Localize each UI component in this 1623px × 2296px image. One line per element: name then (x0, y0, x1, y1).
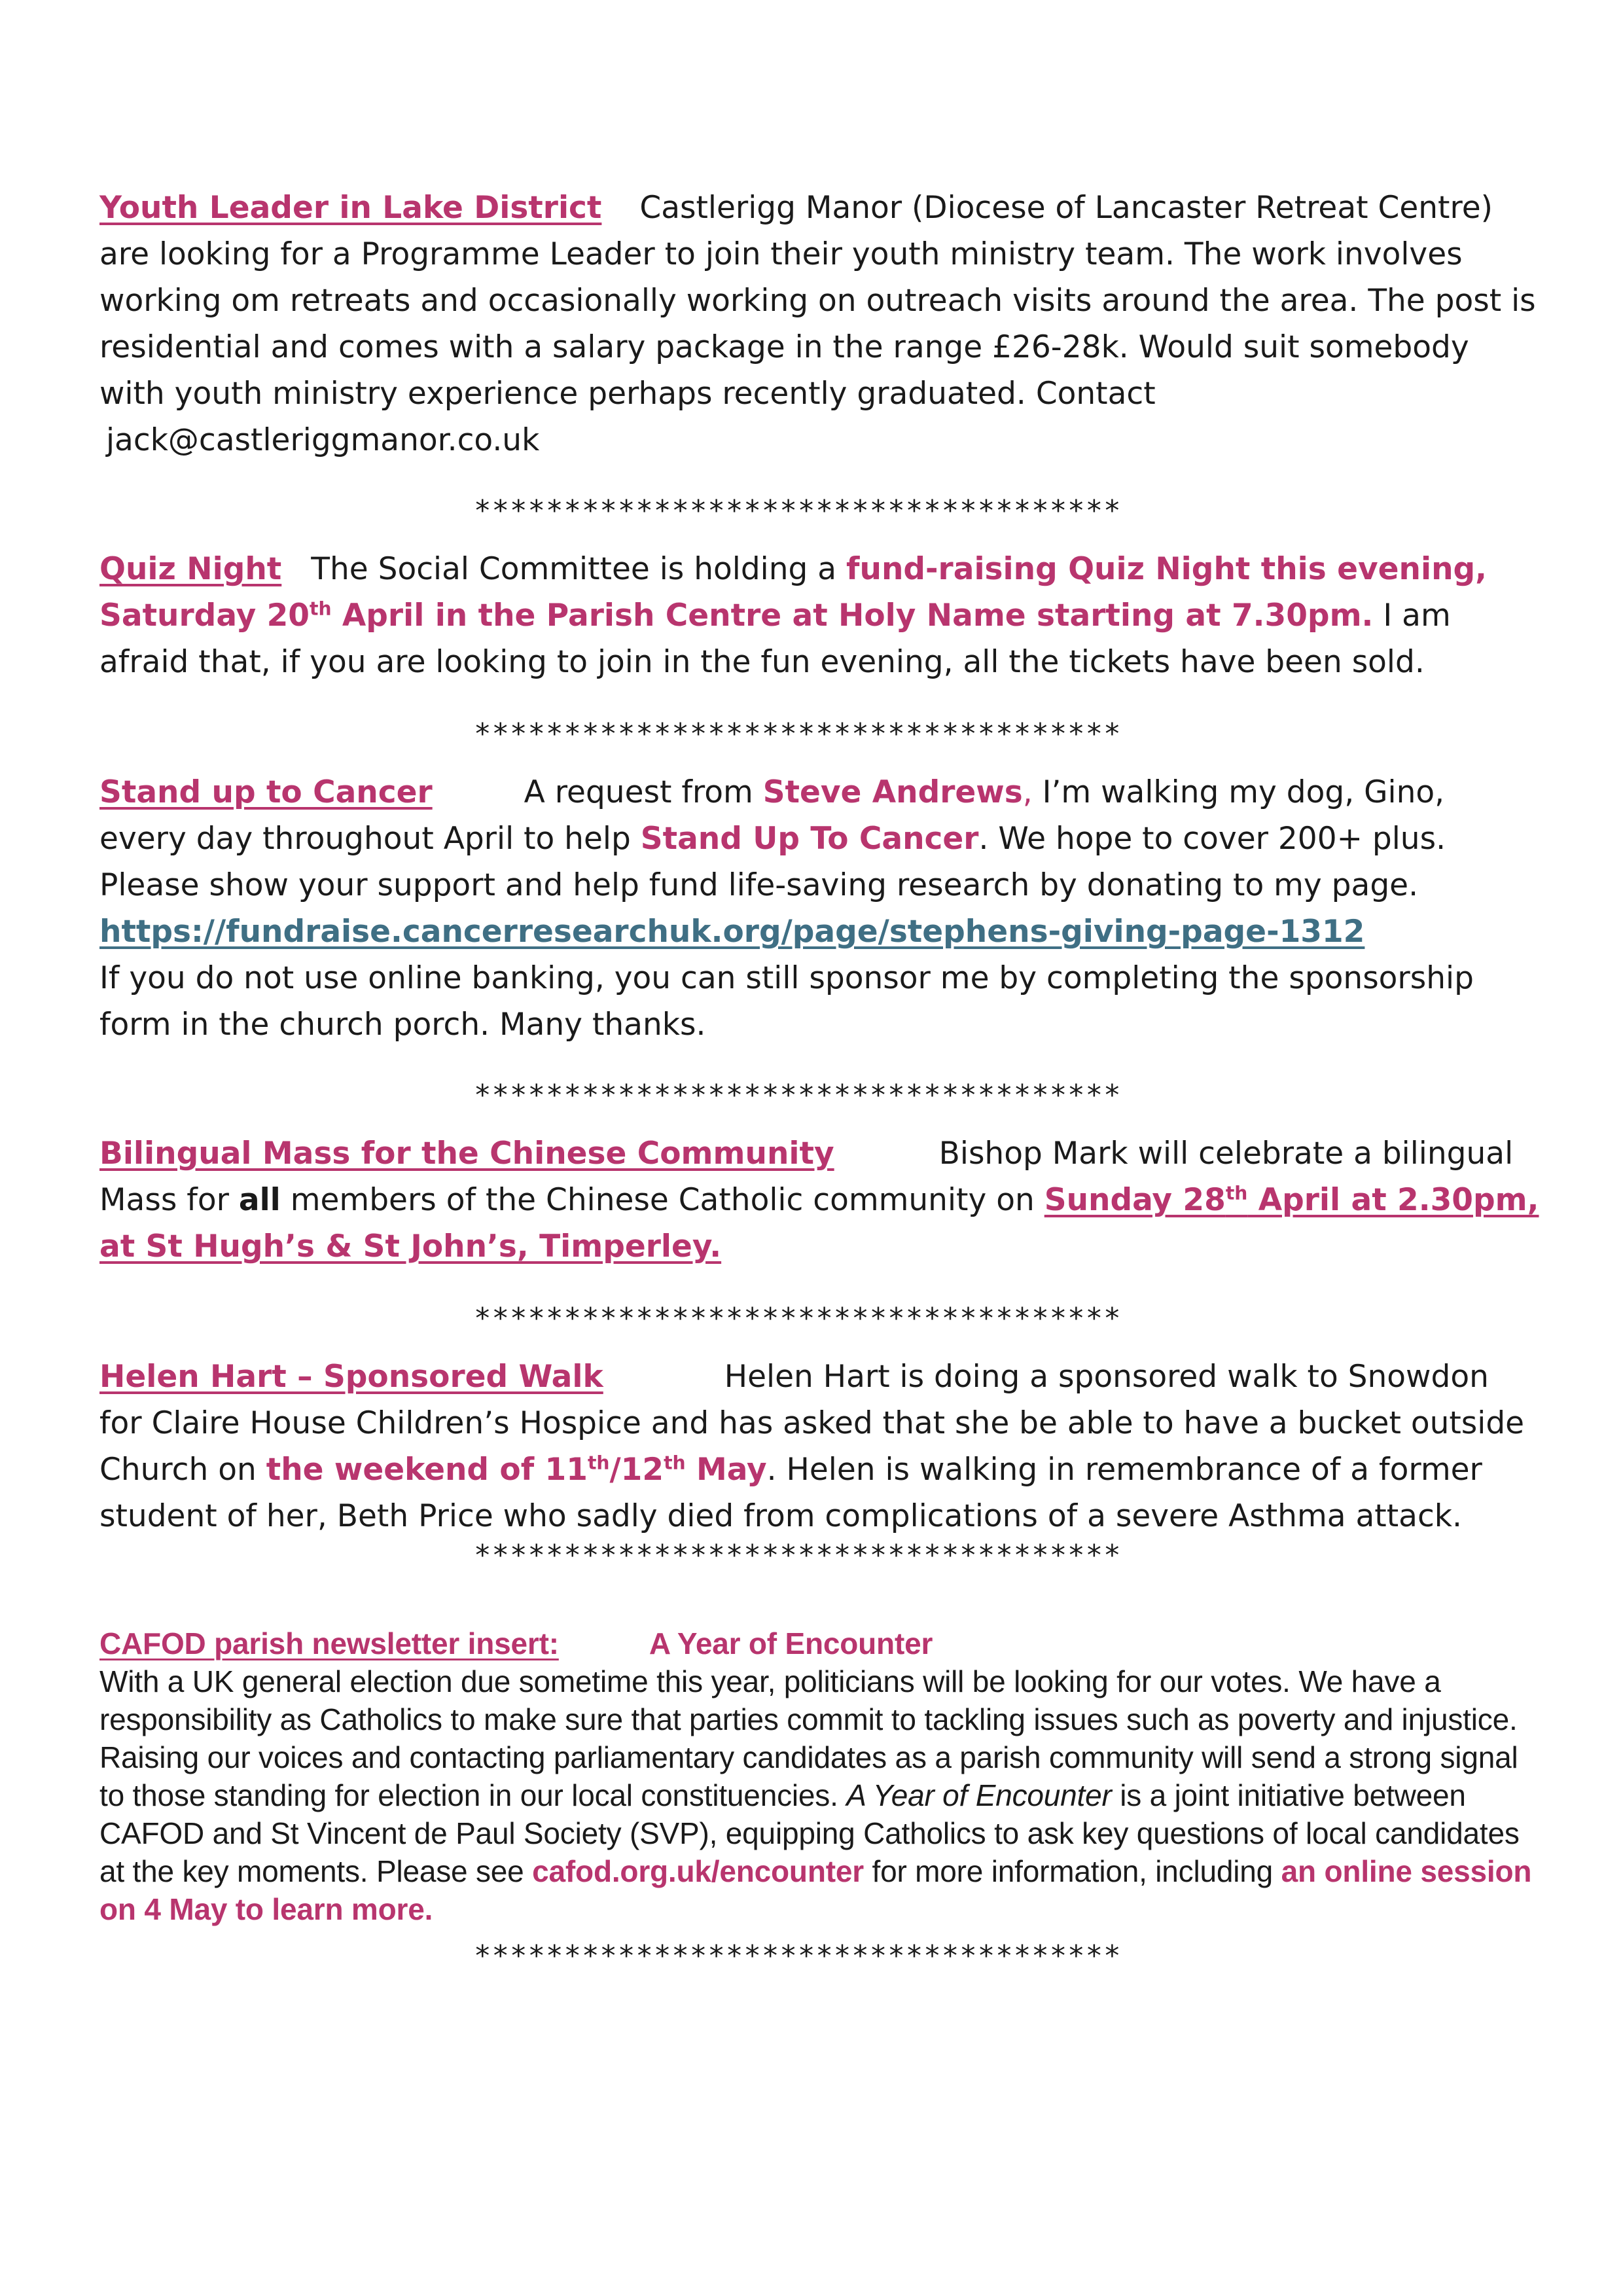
bilingual-mass-bold-word: all (238, 1182, 281, 1218)
separator: ************************************ (474, 1539, 1122, 1572)
quiz-night-outro: I am afraid that, if you are looking to join in the fun evening, all the tickets have been sold. (99, 598, 1451, 680)
cafod-online-session: an online session on 4 May to learn more. (99, 1854, 1532, 1926)
fundraise-link[interactable]: https://fundraise.cancerresearchuk.org/page/stephens-giving-page-1312 (99, 914, 1365, 950)
quiz-night-heading: Quiz Night (99, 551, 282, 587)
cancer-intro: A request from (524, 774, 753, 810)
cafod-italic-title: A Year of Encounter (846, 1778, 1112, 1812)
bilingual-mass-date: Sunday 28th April at 2.30pm, at St Hugh’s & St John’s, Timperley. (99, 1182, 1539, 1265)
cafod-heading: CAFOD parish newsletter insert: (99, 1626, 559, 1660)
helen-hart-heading: Helen Hart – Sponsored Walk (99, 1359, 603, 1395)
youth-leader-notice (99, 185, 1539, 463)
cancer-text-2: . We hope to cover 200+ plus. Please show your support and help fund life-saving research by donating to my page. (99, 821, 1446, 903)
helen-hart-date: the weekend of 11th/12th May (266, 1452, 767, 1488)
stand-up-to-cancer-heading: Stand up to Cancer (99, 774, 433, 810)
youth-leader-heading: Youth Leader in Lake District (99, 190, 602, 226)
cafod-text-1: With a UK general election due sometime this year, politicians will be looking for our votes. We have a responsibility as Catholics to make sure that parties commit to tackling issues such as poverty and injustice. Raising our voices and contacting parliamentary candidates as a parish community will send a strong signal to those standing for election in our local constituencies. (99, 1664, 1518, 1812)
youth-leader-body: Castlerigg Manor (Diocese of Lancaster Retreat Centre) are looking for a Programme Leader to join their youth ministry team. The work involves working om retreats and occasionally working on outreach visits around the area. The post is residential and comes with a salary package in the range £26-28k. Would suit somebody with youth ministry experience perhaps recently graduated. Contact (99, 190, 1536, 412)
newsletter-page (99, 185, 1539, 1973)
cafod-insert (99, 1624, 1539, 1928)
cancer-sponsor-name: Steve Andrews (762, 774, 1023, 810)
bilingual-mass-notice (99, 1130, 1539, 1270)
stand-up-to-cancer-notice (99, 769, 1539, 1048)
cancer-text-1: I’m walking my dog, Gino, every day throughout April to help (99, 774, 1445, 857)
separator: ************************************ (474, 717, 1122, 751)
separator: ************************************ (474, 1302, 1122, 1335)
cafod-link[interactable]: cafod.org.uk/encounter (532, 1854, 864, 1888)
cancer-text-3: If you do not use online banking, you can still sponsor me by completing the sponsorship form in the church porch. Many thanks. (99, 960, 1474, 1043)
helen-hart-text-1: Helen Hart is doing a sponsored walk to Snowdon for Claire House Children’s Hospice and has asked that she be able to have a bucket outside Church on (99, 1359, 1525, 1488)
quiz-night-intro: The Social Committee is holding a (311, 551, 837, 587)
cafod-text-2: is a joint initiative between CAFOD and St Vincent de Paul Society (SVP), equipping Catholics to ask key questions of local candidates at the key moments. Please see (99, 1778, 1520, 1888)
helen-hart-text-2: . Helen is walking in remembrance of a former student of her, Beth Price who sadly died from complications of a severe Asthma attack. (99, 1452, 1482, 1534)
separator: ************************************ (474, 1939, 1122, 1973)
cancer-org-name: Stand Up To Cancer (640, 821, 979, 857)
helen-hart-notice (99, 1354, 1539, 1539)
cafod-text-3: for more information, including (863, 1854, 1274, 1888)
bilingual-mass-intro: Bishop Mark will celebrate a bilingual Mass for (99, 1136, 1514, 1218)
quiz-night-highlight: fund-raising Quiz Night this evening, Saturday 20th April in the Parish Centre at Holy Name starting at 7.30pm. (99, 551, 1488, 634)
quiz-night-notice (99, 546, 1539, 685)
bilingual-mass-heading: Bilingual Mass for the Chinese Community (99, 1136, 834, 1172)
bilingual-mass-text: members of the Chinese Catholic community on (280, 1182, 1035, 1218)
youth-leader-email[interactable]: jack@castleriggmanor.co.uk (106, 422, 540, 458)
cafod-subheading: A Year of Encounter (649, 1626, 933, 1660)
separator: ************************************ (474, 1079, 1122, 1112)
separator: ************************************ (474, 494, 1122, 528)
cancer-comma: , (1022, 774, 1033, 810)
